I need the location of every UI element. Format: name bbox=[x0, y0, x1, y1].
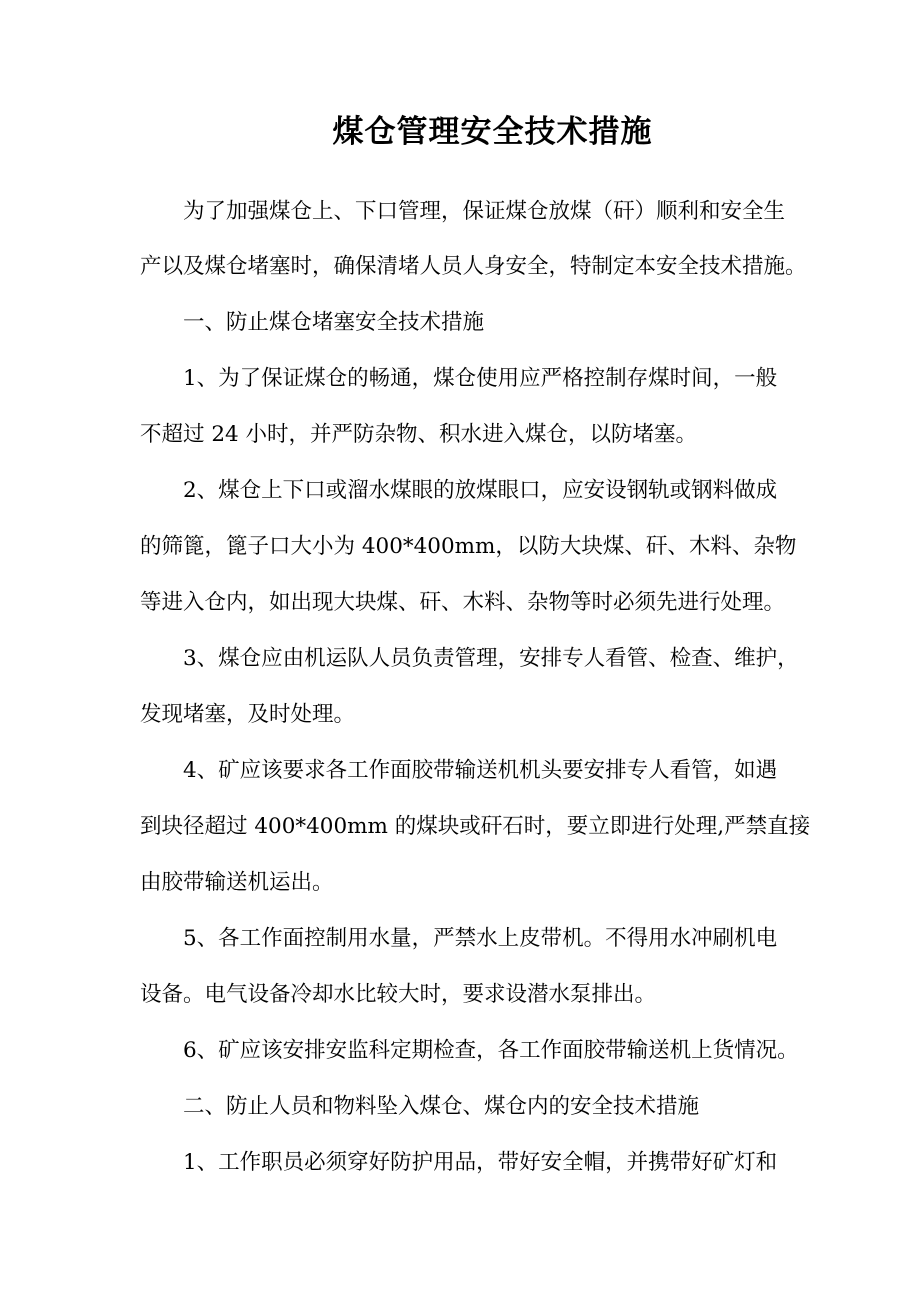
paragraph-line: 发现堵塞，及时处理。 bbox=[140, 702, 356, 727]
document-title: 煤仓管理安全技术措施 bbox=[332, 114, 653, 150]
paragraph-line: 产以及煤仓堵塞时，确保清堵人员人身安全，特制定本安全技术措施。 bbox=[140, 254, 807, 279]
section-heading: 一、防止煤仓堵塞安全技术措施 bbox=[183, 310, 485, 335]
paragraph-line: 的筛篦，篦子口大小为 400*400mm，以防大块煤、矸、木料、杂物 bbox=[140, 534, 797, 559]
paragraph-line: 由胶带输送机运出。 bbox=[140, 870, 334, 895]
paragraph-line: 6、矿应该安排安监科定期检查，各工作面胶带输送机上货情况。 bbox=[183, 1038, 799, 1063]
paragraph-line: 3、煤仓应由机运队人员负责管理，安排专人看管、检查、维护， bbox=[183, 646, 799, 671]
paragraph-line: 不超过 24 小时，并严防杂物、积水进入煤仓，以防堵塞。 bbox=[140, 422, 698, 447]
paragraph-line: 为了加强煤仓上、下口管理，保证煤仓放煤（矸）顺利和安全生 bbox=[183, 199, 786, 224]
paragraph-line: 1、为了保证煤仓的畅通，煤仓使用应严格控制存煤时间，一般 bbox=[183, 366, 778, 391]
paragraph-line: 设备。电气设备冷却水比较大时，要求设潜水泵排出。 bbox=[140, 982, 657, 1007]
paragraph-line: 到块径超过 400*400mm 的煤块或矸石时，要立即进行处理,严禁直接 bbox=[140, 814, 811, 839]
paragraph-line: 4、矿应该要求各工作面胶带输送机机头要安排专人看管，如遇 bbox=[183, 758, 778, 783]
paragraph-line: 5、各工作面控制用水量，严禁水上皮带机。不得用水冲刷机电 bbox=[183, 926, 778, 951]
paragraph-line: 等进入仓内，如出现大块煤、矸、木料、杂物等时必须先进行处理。 bbox=[140, 590, 786, 615]
section-heading: 二、防止人员和物料坠入煤仓、煤仓内的安全技术措施 bbox=[183, 1094, 700, 1119]
paragraph-line: 1、工作职员必须穿好防护用品，带好安全帽，并携带好矿灯和 bbox=[183, 1150, 778, 1175]
paragraph-line: 2、煤仓上下口或溜水煤眼的放煤眼口，应安设钢轨或钢料做成 bbox=[183, 478, 778, 503]
